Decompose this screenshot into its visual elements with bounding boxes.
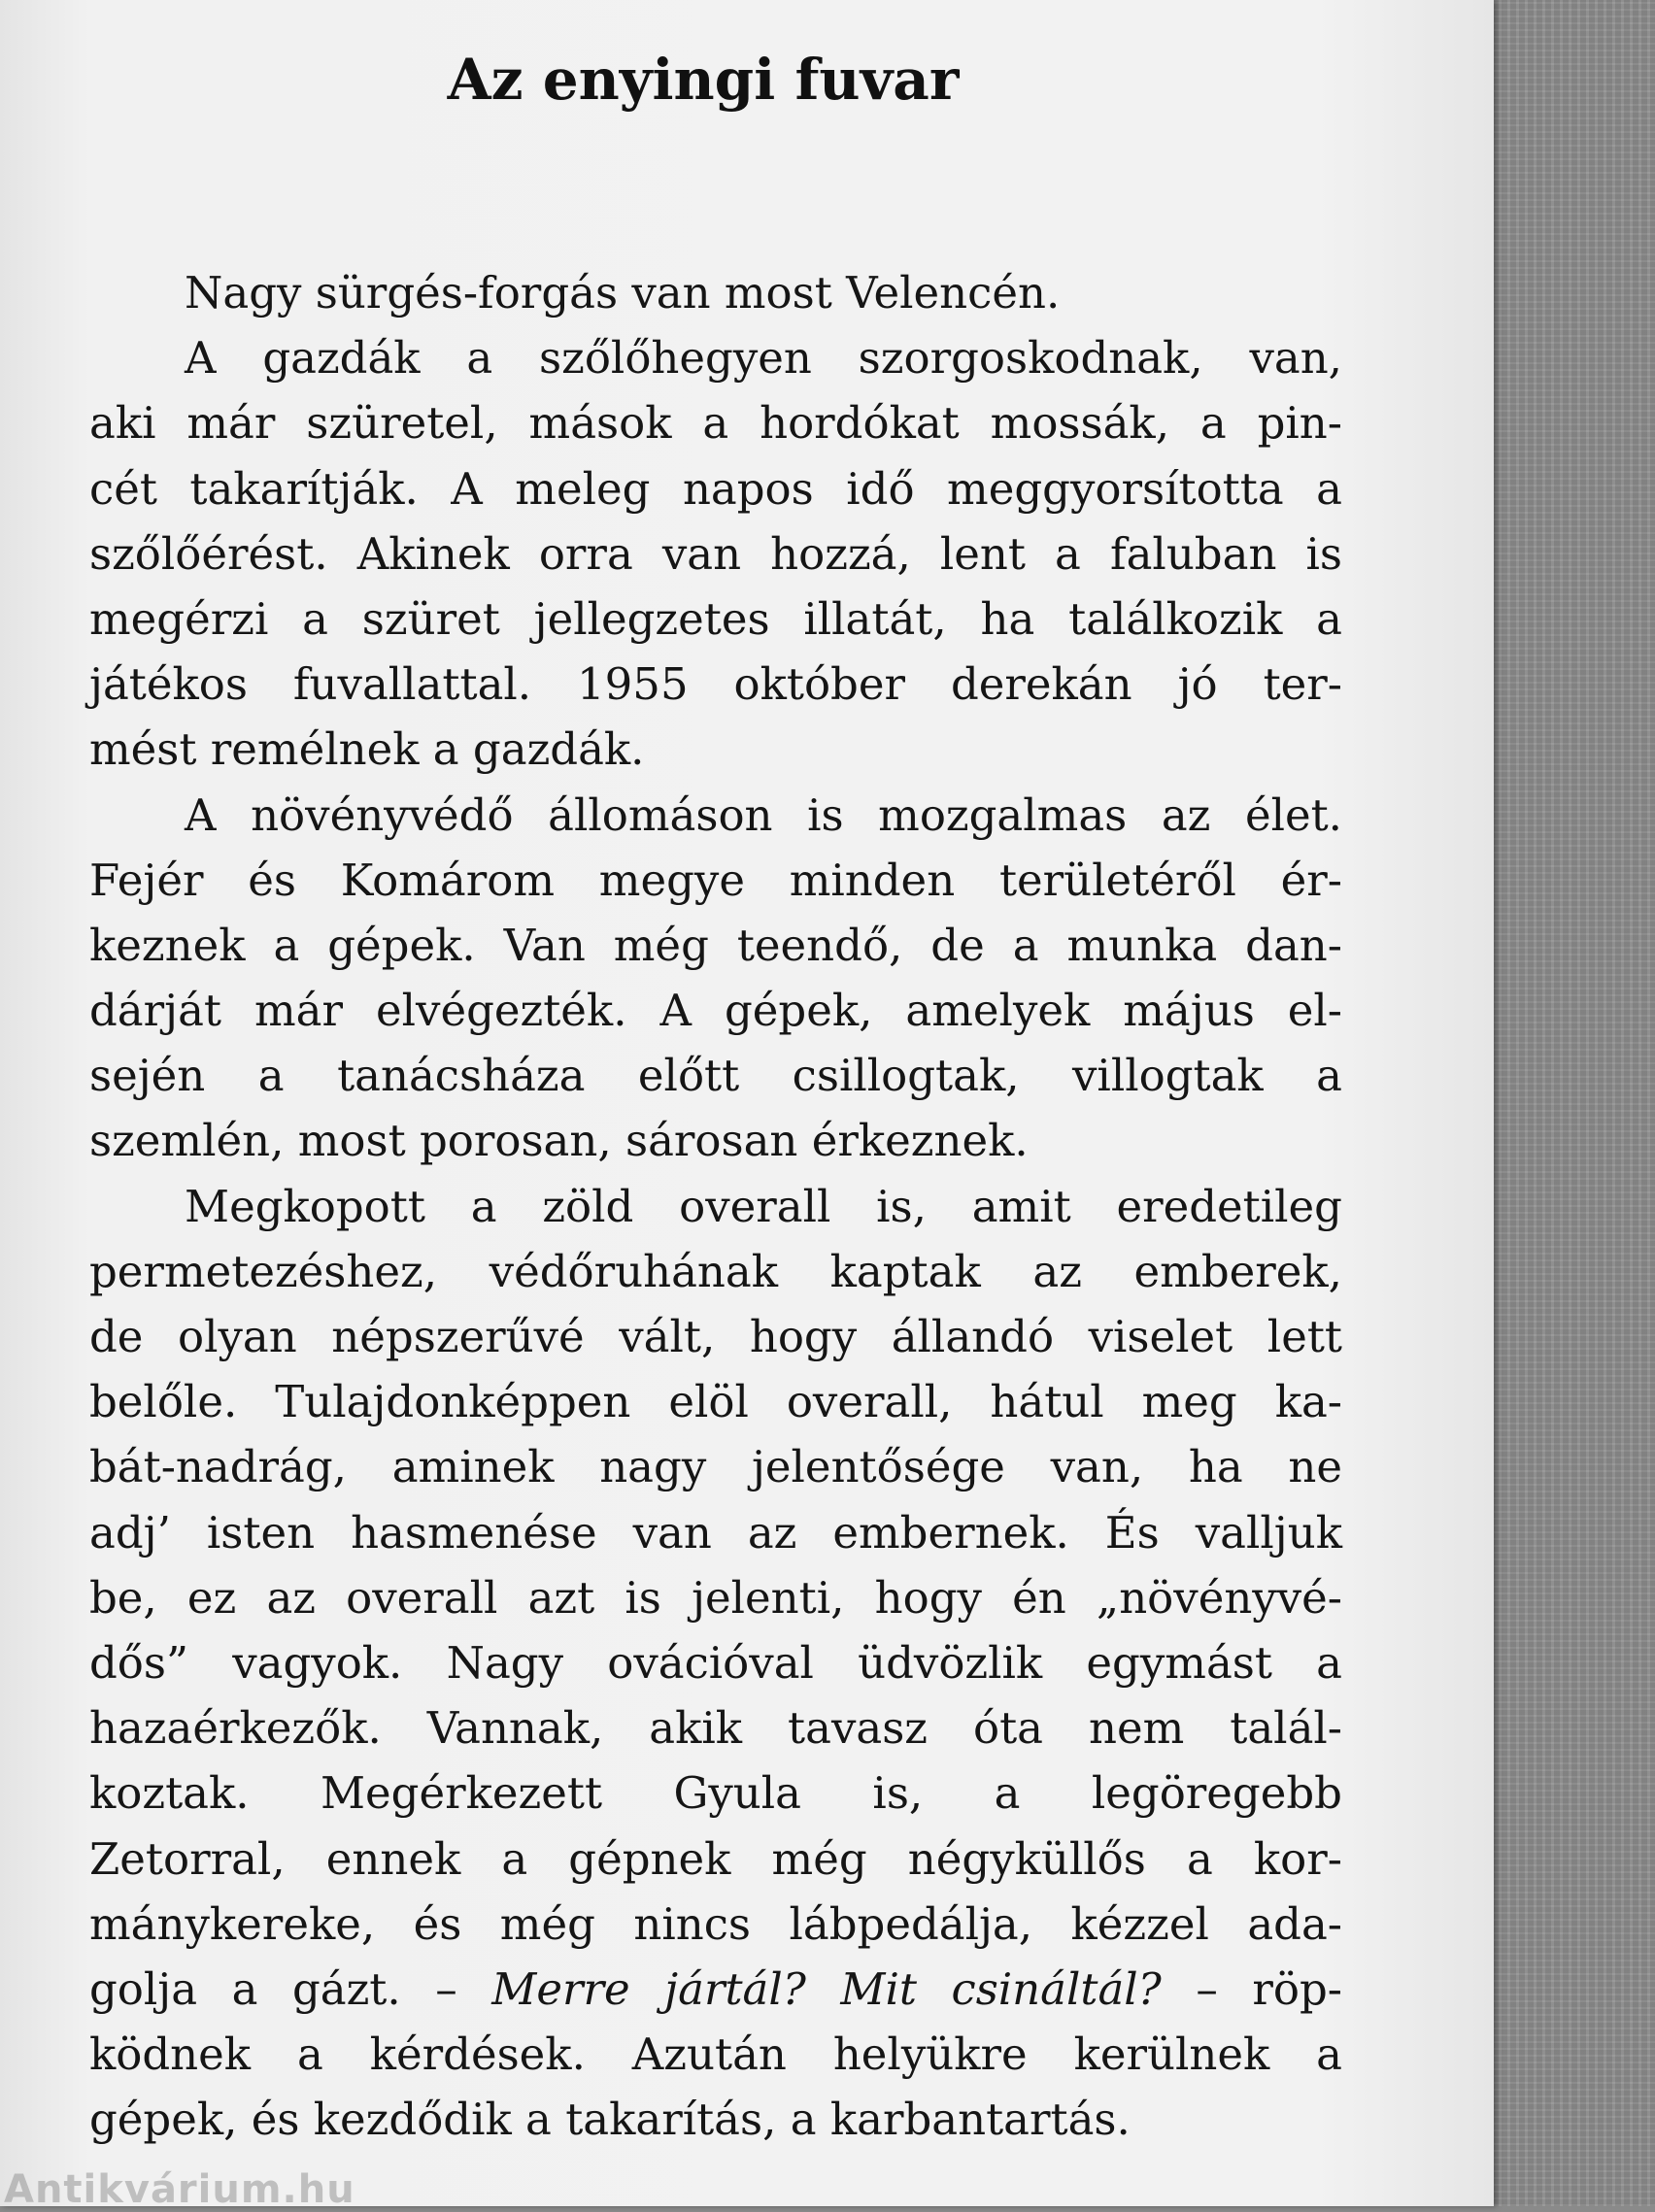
text-line: bát-nadrág, aminek nagy jelentősége van, ha ne bbox=[89, 1441, 1342, 1493]
chapter-body bbox=[89, 260, 1342, 2152]
text-line: dárját már elvégezték. A gépek, amelyek május el- bbox=[89, 985, 1342, 1037]
text-line: belőle. Tulajdonképpen elöl overall, hátul meg ka- bbox=[89, 1376, 1342, 1428]
text-line: ködnek a kérdések. Azután helyükre kerülnek a bbox=[89, 2028, 1342, 2081]
text-line: gépek, és kezdődik a takarítás, a karbantartás. bbox=[89, 2094, 1131, 2146]
text-line: Zetorral, ennek a gépnek még négyküllős a kor- bbox=[89, 1832, 1342, 1885]
text-line: hazaérkezők. Vannak, akik tavasz óta nem talál- bbox=[89, 1702, 1342, 1755]
text-line: mést remélnek a gazdák. bbox=[89, 723, 645, 776]
text-line: megérzi a szüret jellegzetes illatát, ha találkozik a bbox=[89, 592, 1342, 645]
text-line: cét takarítják. A meleg napos idő meggyorsította a bbox=[89, 462, 1342, 515]
text-line: de olyan népszerűvé vált, hogy állandó viselet lett bbox=[89, 1311, 1342, 1362]
text-line: szőlőérést. Akinek orra van hozzá, lent a faluban is bbox=[89, 527, 1342, 580]
text-line: koztak. Megérkezett Gyula is, a legöregebb bbox=[89, 1767, 1342, 1820]
watermark: Antikvárium.hu bbox=[4, 2167, 355, 2212]
text-line: Megkopott a zöld overall is, amit eredetileg bbox=[185, 1180, 1342, 1232]
text-line: A növényvédő állomáson is mozgalmas az élet. bbox=[185, 788, 1342, 841]
paragraph bbox=[89, 325, 1342, 782]
text-line bbox=[89, 1957, 1342, 2022]
text-run: golja a gázt. – bbox=[89, 1962, 492, 2015]
text-line: A gazdák a szőlőhegyen szorgoskodnak, van, bbox=[185, 332, 1342, 385]
text-line: Fejér és Komárom megye minden területéről ér- bbox=[89, 854, 1342, 906]
text-line: permetezéshez, védőruhának kaptak az emberek, bbox=[89, 1245, 1342, 1297]
paragraph bbox=[89, 1174, 1342, 2153]
text-line: szemlén, most porosan, sárosan érkeznek. bbox=[89, 1115, 1029, 1167]
text-line: játékos fuvallattal. 1955 október derekán jó ter- bbox=[89, 658, 1342, 711]
text-run: – röp- bbox=[1161, 1962, 1342, 2015]
paragraph bbox=[89, 260, 1342, 325]
paragraph bbox=[89, 783, 1342, 1174]
text-line: be, ez az overall azt is jelenti, hogy én „növényvé- bbox=[89, 1571, 1342, 1624]
italic-dialogue: Merre jártál? Mit csináltál? bbox=[491, 1962, 1162, 2015]
text-line: aki már szüretel, mások a hordókat mossák, a pin- bbox=[89, 397, 1342, 450]
background-surface bbox=[1490, 0, 1655, 2206]
text-line: Nagy sürgés-forgás van most Velencén. bbox=[185, 267, 1061, 318]
text-line: adj’ isten hasmenése van az embernek. És valljuk bbox=[89, 1506, 1342, 1558]
chapter-title: Az enyingi fuvar bbox=[447, 47, 960, 113]
text-line: keznek a gépek. Van még teendő, de a munka dan- bbox=[89, 919, 1342, 971]
text-line: dős” vagyok. Nagy ovációval üdvözlik egymást a bbox=[89, 1636, 1342, 1689]
text-line: sején a tanácsháza előtt csillogtak, villogtak a bbox=[89, 1050, 1342, 1102]
text-line: mánykereke, és még nincs lábpedálja, kézzel ada- bbox=[89, 1897, 1342, 1950]
